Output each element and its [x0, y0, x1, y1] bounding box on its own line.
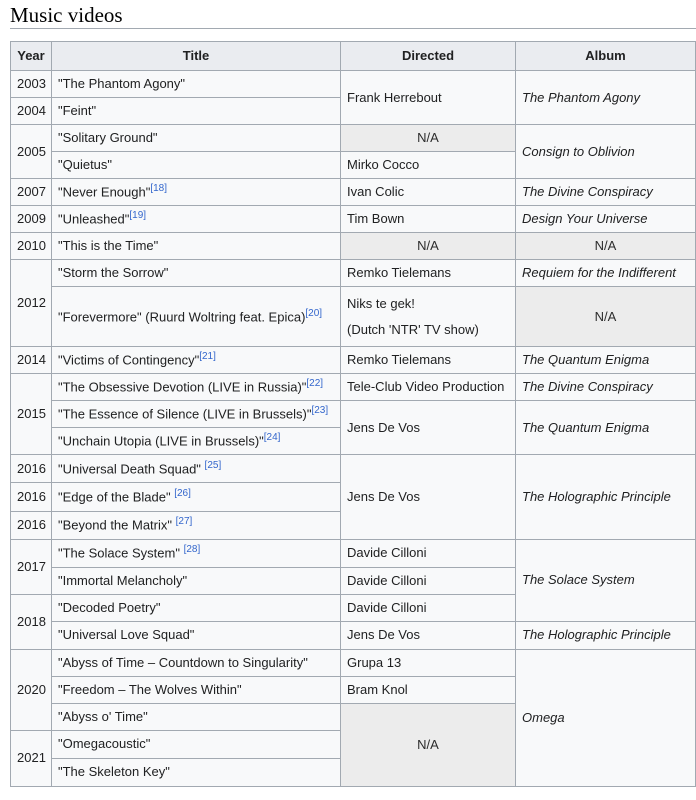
- director-cell[interactable]: Tele-Club Video Production: [341, 374, 516, 401]
- year-cell: 2016: [11, 511, 52, 539]
- director-cell: [341, 287, 516, 347]
- title-cell: [52, 511, 341, 539]
- director-cell-na: N/A: [341, 233, 516, 260]
- title-text: "Decoded Poetry": [58, 599, 161, 615]
- reference-link[interactable]: [27]: [175, 515, 193, 527]
- title-text: "Quietus": [58, 157, 113, 173]
- director-cell[interactable]: Tim Bown: [341, 206, 516, 233]
- title-cell: [52, 71, 341, 98]
- title-cell: [52, 455, 341, 483]
- reference-link[interactable]: [23]: [311, 405, 329, 417]
- column-header-album[interactable]: Album: [516, 42, 696, 71]
- table-row: [11, 455, 696, 483]
- table-row: [11, 206, 696, 233]
- title-text: "The Obsessive Devotion (LIVE in Russia)": [58, 379, 307, 395]
- title-cell: [52, 401, 341, 428]
- album-cell[interactable]: Requiem for the Indifferent: [516, 260, 696, 287]
- year-cell: 2010: [11, 233, 52, 260]
- title-cell: [52, 152, 341, 179]
- table-row: [11, 125, 696, 152]
- title-text: "Omegacoustic": [58, 736, 151, 752]
- music-videos-table: [10, 41, 696, 787]
- title-cell: [52, 287, 341, 347]
- director-cell[interactable]: Davide Cilloni: [341, 594, 516, 621]
- title-text: "Feint": [58, 103, 97, 119]
- table-row: [11, 539, 696, 567]
- title-cell: [52, 730, 341, 758]
- title-text: "Forevermore" (Ruurd Woltring feat. Epica): [58, 308, 306, 324]
- year-cell: 2016: [11, 455, 52, 483]
- title-cell: [52, 758, 341, 786]
- table-row: [11, 374, 696, 401]
- title-cell: [52, 179, 341, 206]
- director-cell[interactable]: Frank Herrebout: [341, 71, 516, 125]
- title-text: "Storm the Sorrow": [58, 265, 169, 281]
- album-cell[interactable]: The Holographic Principle: [516, 621, 696, 649]
- title-text: "Edge of the Blade": [58, 489, 171, 505]
- table-row: [11, 347, 696, 374]
- title-cell: [52, 374, 341, 401]
- year-cell: 2012: [11, 260, 52, 347]
- title-text: "The Essence of Silence (LIVE in Brussels)": [58, 406, 312, 422]
- title-text: "The Solace System": [58, 545, 180, 561]
- album-cell[interactable]: The Solace System: [516, 539, 696, 621]
- year-cell: 2007: [11, 179, 52, 206]
- director-cell[interactable]: Remko Tielemans: [341, 260, 516, 287]
- reference-link[interactable]: [25]: [204, 459, 222, 471]
- section-heading: Music videos: [10, 2, 696, 29]
- album-cell-na: N/A: [516, 233, 696, 260]
- director-cell-na: N/A: [341, 703, 516, 786]
- reference-link[interactable]: [20]: [305, 307, 323, 319]
- column-header-year[interactable]: Year: [11, 42, 52, 71]
- table-row: [11, 71, 696, 98]
- title-cell: [52, 347, 341, 374]
- title-text: "Never Enough": [58, 184, 151, 200]
- title-text: "Victims of Contingency": [58, 352, 200, 368]
- title-cell: [52, 567, 341, 594]
- title-cell: [52, 676, 341, 703]
- year-cell: 2009: [11, 206, 52, 233]
- table-row: [11, 287, 696, 347]
- year-cell: 2020: [11, 649, 52, 730]
- album-cell[interactable]: Design Your Universe: [516, 206, 696, 233]
- title-cell: [52, 125, 341, 152]
- table-row: [11, 401, 696, 428]
- title-text: "Unleashed": [58, 211, 130, 227]
- reference-link[interactable]: [22]: [306, 378, 324, 390]
- year-cell: 2014: [11, 347, 52, 374]
- director-cell[interactable]: Jens De Vos: [341, 455, 516, 539]
- title-text: "The Skeleton Key": [58, 764, 170, 780]
- title-text: "Freedom – The Wolves Within": [58, 681, 242, 697]
- director-line: (Dutch 'NTR' TV show): [347, 321, 479, 337]
- reference-link[interactable]: [24]: [263, 432, 281, 444]
- title-text: "The Phantom Agony": [58, 76, 186, 92]
- title-cell: [52, 621, 341, 649]
- table-row: [11, 233, 696, 260]
- reference-link[interactable]: [28]: [183, 543, 201, 555]
- director-line[interactable]: Niks te gek!: [347, 295, 415, 311]
- column-header-title[interactable]: Title: [52, 42, 341, 71]
- reference-link[interactable]: [18]: [150, 182, 168, 194]
- year-cell: 2004: [11, 98, 52, 125]
- title-cell: [52, 649, 341, 676]
- reference-link[interactable]: [21]: [199, 351, 216, 363]
- table-row: [11, 260, 696, 287]
- title-text: "Unchain Utopia (LIVE in Brussels)": [58, 433, 264, 449]
- director-cell[interactable]: Davide Cilloni: [341, 539, 516, 567]
- director-cell[interactable]: Jens De Vos: [341, 401, 516, 455]
- title-cell: [52, 428, 341, 455]
- column-header-directed[interactable]: Directed: [341, 42, 516, 71]
- director-cell[interactable]: Grupa 13: [341, 649, 516, 676]
- album-cell[interactable]: The Holographic Principle: [516, 455, 696, 539]
- director-cell[interactable]: Jens De Vos: [341, 621, 516, 649]
- title-cell: [52, 206, 341, 233]
- title-text: "Abyss of Time – Countdown to Singularity": [58, 654, 308, 670]
- year-cell: 2003: [11, 71, 52, 98]
- reference-link[interactable]: [19]: [129, 210, 147, 221]
- title-text: "Beyond the Matrix": [58, 517, 173, 533]
- director-cell[interactable]: Remko Tielemans: [341, 347, 516, 374]
- title-text: "Abyss o' Time": [58, 708, 148, 724]
- album-cell[interactable]: Consign to Oblivion: [516, 125, 696, 179]
- director-cell-na: N/A: [341, 125, 516, 152]
- album-cell[interactable]: Omega: [516, 649, 696, 786]
- title-cell: [52, 594, 341, 621]
- director-cell[interactable]: Bram Knol: [341, 676, 516, 703]
- title-text: "Immortal Melancholy": [58, 572, 188, 588]
- director-cell[interactable]: Ivan Colic: [341, 179, 516, 206]
- title-cell: [52, 98, 341, 125]
- director-cell[interactable]: Davide Cilloni: [341, 567, 516, 594]
- table-row: [11, 621, 696, 649]
- table-row: [11, 179, 696, 206]
- year-cell: 2005: [11, 125, 52, 179]
- year-cell: 2017: [11, 539, 52, 594]
- table-row: [11, 649, 696, 676]
- title-cell: [52, 260, 341, 287]
- album-cell-na: N/A: [516, 287, 696, 347]
- title-cell: [52, 539, 341, 567]
- title-cell: [52, 703, 341, 730]
- reference-link[interactable]: [26]: [174, 487, 191, 499]
- year-cell: 2016: [11, 483, 52, 511]
- header-row: [11, 42, 696, 71]
- album-cell[interactable]: The Quantum Enigma: [516, 347, 696, 374]
- album-cell[interactable]: The Phantom Agony: [516, 71, 696, 125]
- year-cell: 2018: [11, 594, 52, 649]
- album-cell[interactable]: The Divine Conspiracy: [516, 374, 696, 401]
- year-cell: 2021: [11, 730, 52, 786]
- title-cell: [52, 233, 341, 260]
- title-text: "Universal Love Squad": [58, 627, 195, 643]
- title-text: "Universal Death Squad": [58, 461, 201, 477]
- director-cell[interactable]: Mirko Cocco: [341, 152, 516, 179]
- title-text: "Solitary Ground": [58, 130, 158, 146]
- album-cell[interactable]: The Divine Conspiracy: [516, 179, 696, 206]
- album-cell[interactable]: The Quantum Enigma: [516, 401, 696, 455]
- year-cell: 2015: [11, 374, 52, 455]
- title-cell: [52, 483, 341, 511]
- title-text: "This is the Time": [58, 238, 159, 254]
